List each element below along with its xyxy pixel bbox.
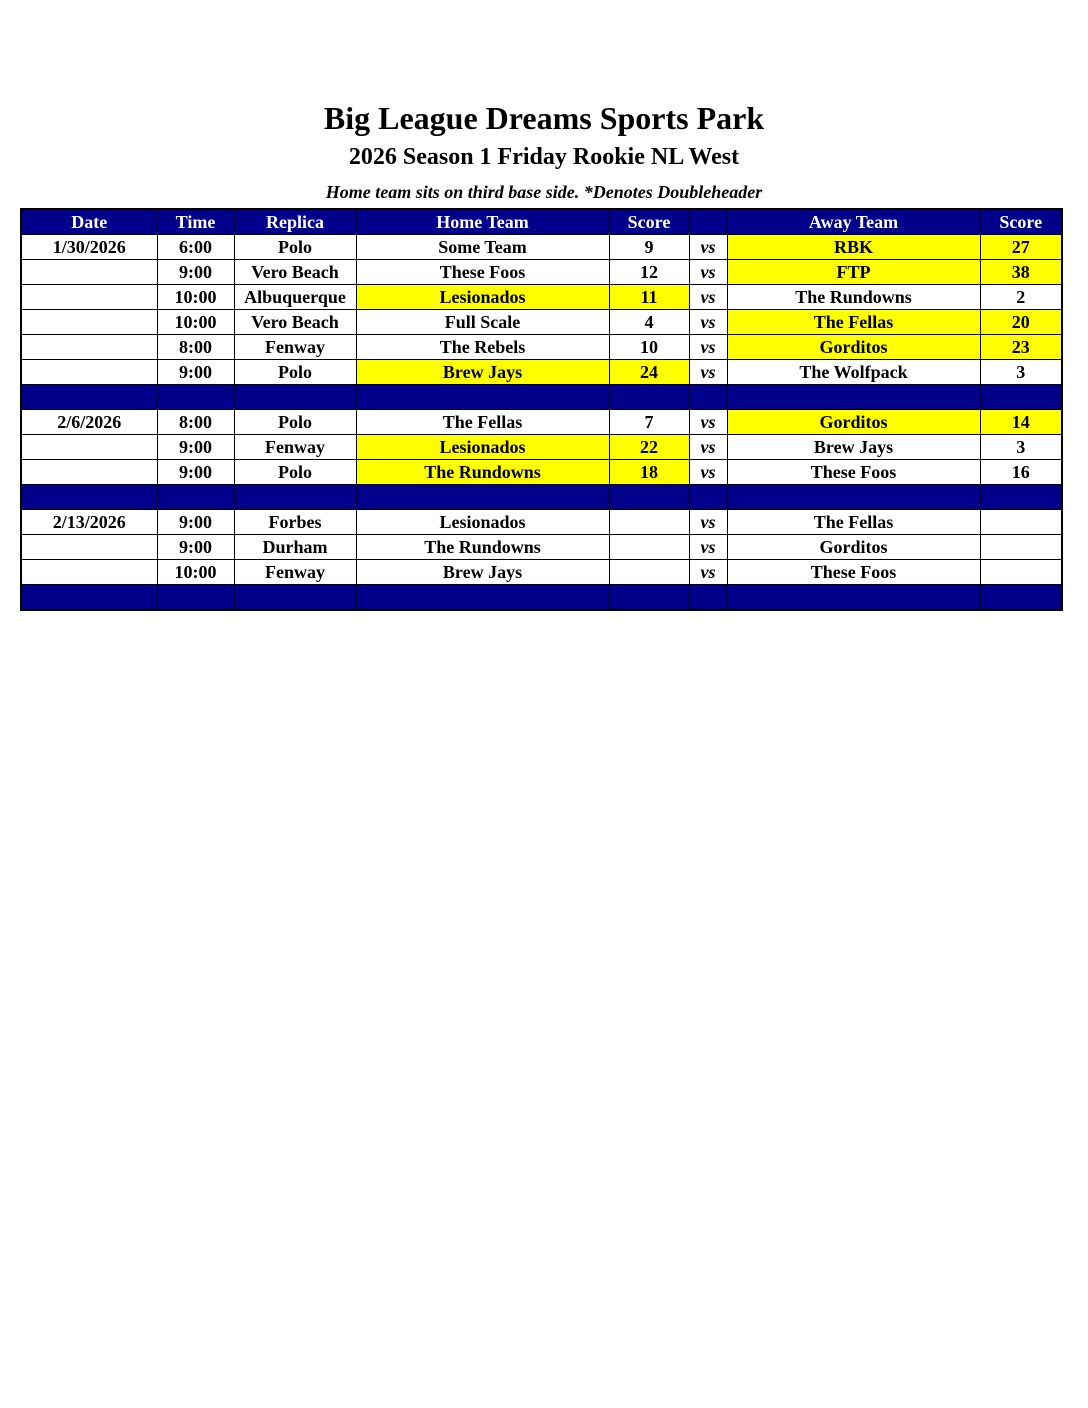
cell-home-team: The Rundowns <box>356 460 609 485</box>
cell-home-team: Brew Jays <box>356 560 609 585</box>
separator-cell <box>234 485 356 510</box>
separator-cell <box>980 485 1062 510</box>
separator-cell <box>609 485 689 510</box>
separator-cell <box>689 485 727 510</box>
cell-home-score: 4 <box>609 310 689 335</box>
cell-home-score <box>609 510 689 535</box>
cell-away-team: The Fellas <box>727 510 980 535</box>
cell-date: 2/13/2026 <box>21 510 157 535</box>
separator-cell <box>157 385 234 410</box>
separator-cell <box>980 585 1062 611</box>
table-row <box>21 335 1062 360</box>
cell-replica: Albuquerque <box>234 285 356 310</box>
cell-home-team: The Rundowns <box>356 535 609 560</box>
cell-time: 8:00 <box>157 335 234 360</box>
cell-home-score: 11 <box>609 285 689 310</box>
cell-time: 9:00 <box>157 460 234 485</box>
cell-vs: vs <box>689 460 727 485</box>
cell-away-score: 27 <box>980 235 1062 260</box>
cell-home-team: Lesionados <box>356 435 609 460</box>
separator-row <box>21 385 1062 410</box>
cell-away-team: The Rundowns <box>727 285 980 310</box>
cell-home-team: Some Team <box>356 235 609 260</box>
cell-vs: vs <box>689 535 727 560</box>
cell-away-score: 3 <box>980 435 1062 460</box>
table-row <box>21 535 1062 560</box>
cell-time: 6:00 <box>157 235 234 260</box>
cell-home-score <box>609 535 689 560</box>
cell-away-team: Gorditos <box>727 335 980 360</box>
cell-home-score: 9 <box>609 235 689 260</box>
col-header-replica: Replica <box>234 209 356 235</box>
separator-row <box>21 485 1062 510</box>
cell-date <box>21 310 157 335</box>
cell-replica: Fenway <box>234 335 356 360</box>
separator-cell <box>234 385 356 410</box>
cell-vs: vs <box>689 360 727 385</box>
cell-away-team: The Wolfpack <box>727 360 980 385</box>
cell-away-team: Gorditos <box>727 535 980 560</box>
separator-cell <box>689 385 727 410</box>
cell-date <box>21 560 157 585</box>
cell-date <box>21 260 157 285</box>
schedule-table <box>20 208 1063 611</box>
cell-away-team: Gorditos <box>727 410 980 435</box>
table-row <box>21 435 1062 460</box>
cell-vs: vs <box>689 285 727 310</box>
cell-vs: vs <box>689 560 727 585</box>
separator-cell <box>727 385 980 410</box>
cell-date <box>21 535 157 560</box>
cell-replica: Fenway <box>234 435 356 460</box>
cell-time: 8:00 <box>157 410 234 435</box>
separator-cell <box>356 485 609 510</box>
cell-time: 10:00 <box>157 560 234 585</box>
separator-cell <box>21 385 157 410</box>
cell-home-team: These Foos <box>356 260 609 285</box>
separator-cell <box>21 585 157 611</box>
cell-time: 9:00 <box>157 360 234 385</box>
cell-away-score: 23 <box>980 335 1062 360</box>
col-header-home-team: Home Team <box>356 209 609 235</box>
cell-date <box>21 460 157 485</box>
table-row <box>21 360 1062 385</box>
page-subtitle: 2026 Season 1 Friday Rookie NL West <box>348 144 740 170</box>
table-row <box>21 260 1062 285</box>
cell-home-team: The Rebels <box>356 335 609 360</box>
col-header-date: Date <box>21 209 157 235</box>
cell-away-score: 3 <box>980 360 1062 385</box>
col-header-away-score: Score <box>980 209 1062 235</box>
table-row <box>21 285 1062 310</box>
separator-cell <box>727 485 980 510</box>
cell-home-team: Full Scale <box>356 310 609 335</box>
cell-vs: vs <box>689 410 727 435</box>
cell-away-team: Brew Jays <box>727 435 980 460</box>
cell-home-team: Brew Jays <box>356 360 609 385</box>
cell-time: 10:00 <box>157 310 234 335</box>
separator-cell <box>21 485 157 510</box>
separator-cell <box>157 585 234 611</box>
cell-home-score: 22 <box>609 435 689 460</box>
cell-away-team: These Foos <box>727 560 980 585</box>
cell-away-team: The Fellas <box>727 310 980 335</box>
table-row <box>21 410 1062 435</box>
cell-replica: Vero Beach <box>234 260 356 285</box>
cell-date <box>21 360 157 385</box>
separator-cell <box>157 485 234 510</box>
cell-time: 10:00 <box>157 285 234 310</box>
col-header-time: Time <box>157 209 234 235</box>
cell-vs: vs <box>689 235 727 260</box>
cell-away-team: FTP <box>727 260 980 285</box>
cell-away-score: 14 <box>980 410 1062 435</box>
cell-time: 9:00 <box>157 535 234 560</box>
cell-away-score: 16 <box>980 460 1062 485</box>
cell-home-score: 7 <box>609 410 689 435</box>
col-header-home-score: Score <box>609 209 689 235</box>
cell-vs: vs <box>689 435 727 460</box>
cell-away-score: 38 <box>980 260 1062 285</box>
separator-row <box>21 585 1062 611</box>
cell-home-score: 10 <box>609 335 689 360</box>
cell-vs: vs <box>689 260 727 285</box>
separator-cell <box>234 585 356 611</box>
table-row <box>21 310 1062 335</box>
table-row <box>21 560 1062 585</box>
cell-home-score: 24 <box>609 360 689 385</box>
cell-replica: Durham <box>234 535 356 560</box>
cell-date <box>21 435 157 460</box>
cell-replica: Polo <box>234 360 356 385</box>
schedule-body <box>21 235 1062 611</box>
col-header-away-team: Away Team <box>727 209 980 235</box>
schedule-note: Home team sits on third base side. *Denotes Doubleheader <box>325 182 763 202</box>
cell-date: 1/30/2026 <box>21 235 157 260</box>
cell-home-score: 18 <box>609 460 689 485</box>
cell-home-score: 12 <box>609 260 689 285</box>
table-row <box>21 510 1062 535</box>
cell-home-team: Lesionados <box>356 510 609 535</box>
cell-vs: vs <box>689 510 727 535</box>
table-header-row <box>21 209 1062 235</box>
cell-date <box>21 285 157 310</box>
cell-replica: Vero Beach <box>234 310 356 335</box>
separator-cell <box>689 585 727 611</box>
table-row <box>21 460 1062 485</box>
cell-away-team: RBK <box>727 235 980 260</box>
cell-replica: Fenway <box>234 560 356 585</box>
separator-cell <box>980 385 1062 410</box>
separator-cell <box>356 585 609 611</box>
cell-home-team: Lesionados <box>356 285 609 310</box>
separator-cell <box>356 385 609 410</box>
separator-cell <box>609 585 689 611</box>
cell-replica: Polo <box>234 235 356 260</box>
cell-vs: vs <box>689 310 727 335</box>
cell-home-team: The Fellas <box>356 410 609 435</box>
cell-replica: Polo <box>234 460 356 485</box>
cell-date: 2/6/2026 <box>21 410 157 435</box>
cell-time: 9:00 <box>157 435 234 460</box>
col-header-vs <box>689 209 727 235</box>
cell-date <box>21 335 157 360</box>
cell-time: 9:00 <box>157 260 234 285</box>
cell-replica: Forbes <box>234 510 356 535</box>
cell-away-score <box>980 560 1062 585</box>
cell-away-score: 20 <box>980 310 1062 335</box>
cell-away-score: 2 <box>980 285 1062 310</box>
cell-away-score <box>980 535 1062 560</box>
page-title: Big League Dreams Sports Park <box>323 100 765 136</box>
separator-cell <box>727 585 980 611</box>
cell-time: 9:00 <box>157 510 234 535</box>
table-row <box>21 235 1062 260</box>
cell-replica: Polo <box>234 410 356 435</box>
cell-vs: vs <box>689 335 727 360</box>
cell-home-score <box>609 560 689 585</box>
cell-away-score <box>980 510 1062 535</box>
cell-away-team: These Foos <box>727 460 980 485</box>
separator-cell <box>609 385 689 410</box>
